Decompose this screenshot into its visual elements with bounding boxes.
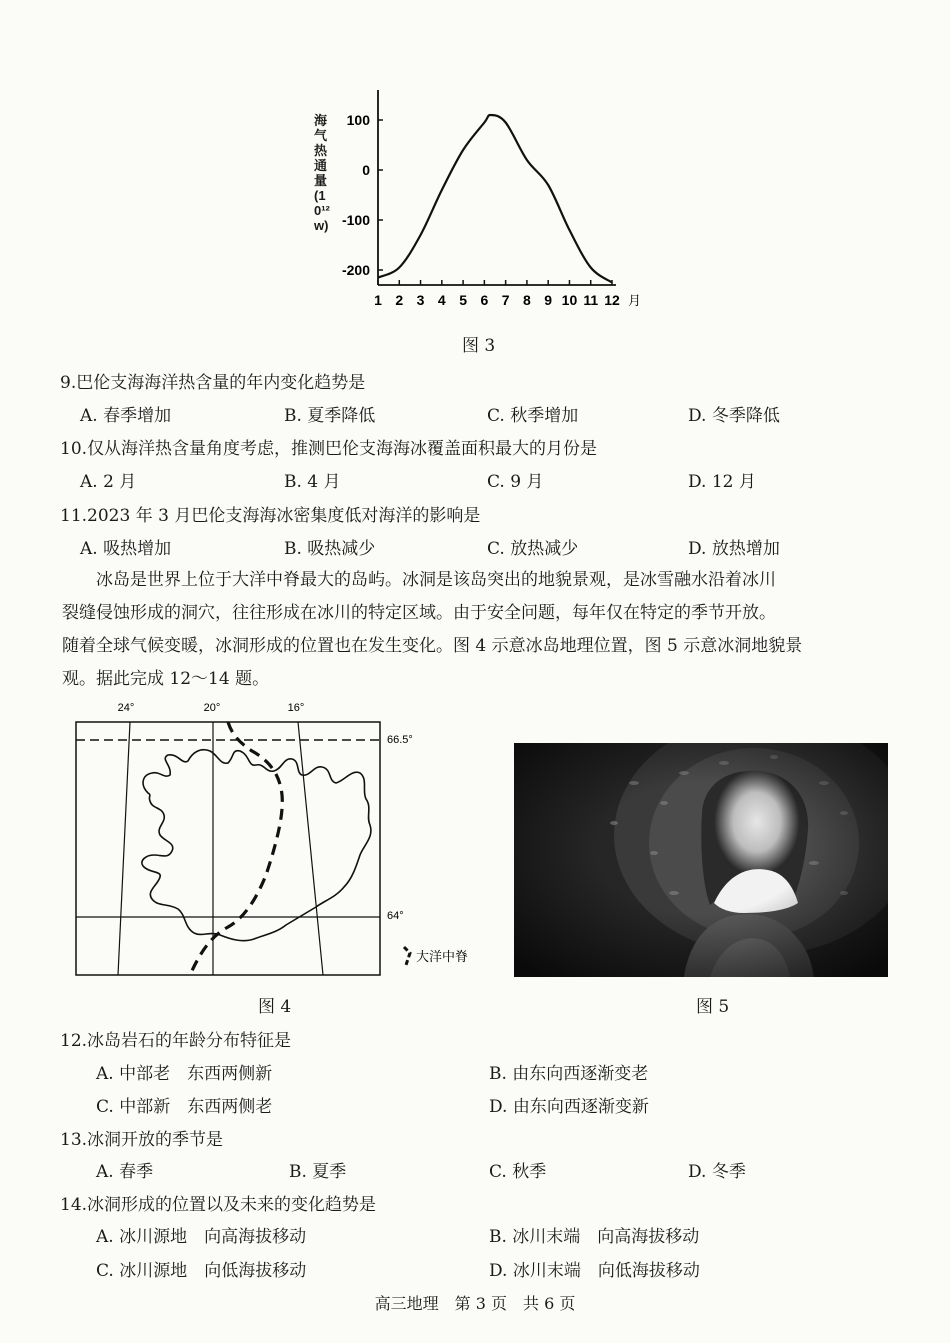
page-footer: 高三地理 第 3 页 共 6 页 [374,1294,576,1313]
question-11-option-d: D. 放热增加 [688,539,780,559]
x-tick-label: 1 [374,292,382,308]
lon-label: 16° [287,702,305,714]
heat-flux-chart [300,85,660,325]
question-12-option-d: D. 由东向西逐渐变新 [489,1097,649,1117]
question-9-stem: 9.巴伦支海海洋热含量的年内变化趋势是 [60,373,366,393]
figure-4-caption: 图 4 [258,997,292,1017]
figure-3-caption: 图 3 [462,336,496,356]
y-tick-label: 100 [346,112,370,128]
question-9-option-b: B. 夏季降低 [284,406,376,426]
question-12-option-b: B. 由东向西逐渐变老 [489,1064,649,1084]
passage-line: 随着全球气候变暖，冰洞形成的位置也在发生变化。图 4 示意冰岛地理位置，图 5 示意冰洞地貌景 [62,636,803,656]
lon-label: 20° [203,702,221,714]
question-13-option-d: D. 冬季 [688,1162,746,1182]
x-tick-label: 10 [561,292,578,308]
x-tick-label: 5 [459,292,467,308]
meridian-24 [118,722,130,975]
question-9-option-d: D. 冬季降低 [688,406,780,426]
passage-line: 观。据此完成 12～14 题。 [62,669,270,689]
question-10-option-a: A. 2 月 [80,472,137,492]
question-10-option-d: D. 12 月 [688,472,756,492]
lon-label: 24° [117,702,135,714]
question-12-option-a: A. 中部老 东西两侧新 [96,1064,273,1084]
y-tick-label: -100 [341,212,370,228]
iceland-map [60,695,480,985]
x-unit-label: 月 [628,293,642,308]
question-13-option-b: B. 夏季 [289,1162,347,1182]
question-12-option-c: C. 中部新 东西两侧老 [96,1097,273,1117]
x-tick-label: 2 [395,292,404,308]
lat-label: 64° [387,910,404,922]
question-9-option-a: A. 春季增加 [80,406,172,426]
heat-flux-line [378,115,612,283]
x-tick-label: 4 [437,292,446,308]
x-tick-label: 9 [544,292,553,308]
question-14-option-d: D. 冰川末端 向低海拔移动 [489,1261,700,1281]
chart-ylabel: 海气热通量(10¹²w) [314,113,330,233]
figure-5-ice-cave-photo [514,743,888,977]
question-13-option-a: A. 春季 [96,1162,154,1182]
question-14-option-b: B. 冰川末端 向高海拔移动 [489,1227,700,1247]
question-11-option-b: B. 吸热减少 [284,539,376,559]
passage-line: 冰岛是世界上位于大洋中脊最大的岛屿。冰洞是该岛突出的地貌景观，是冰雪融水沿着冰川 [96,570,776,590]
y-tick-label: 0 [362,162,370,178]
question-12-stem: 12.冰岛岩石的年龄分布特征是 [60,1031,292,1051]
iceland-outline [142,750,371,941]
question-14-option-a: A. 冰川源地 向高海拔移动 [96,1227,307,1247]
question-14-option-c: C. 冰川源地 向低海拔移动 [96,1261,307,1281]
question-10-stem: 10.仅从海洋热含量角度考虑，推测巴伦支海海冰覆盖面积最大的月份是 [60,439,598,459]
meridian-16 [298,722,323,975]
question-10-option-b: B. 4 月 [284,472,341,492]
question-11-stem: 11.2023 年 3 月巴伦支海海冰密集度低对海洋的影响是 [60,506,481,526]
figure-4 [60,695,480,985]
x-tick-label: 11 [583,292,599,308]
figure-3 [300,85,660,325]
x-tick-label: 8 [523,292,531,308]
question-13-option-c: C. 秋季 [489,1162,547,1182]
legend-ridge-symbol [404,947,410,965]
passage [62,564,894,696]
x-tick-label: 12 [604,292,620,308]
x-tick-label: 6 [480,292,489,308]
question-9-option-c: C. 秋季增加 [487,406,579,426]
question-13-stem: 13.冰洞开放的季节是 [60,1130,224,1150]
x-tick-label: 7 [501,292,510,308]
question-11-option-c: C. 放热减少 [487,539,579,559]
passage-line: 裂缝侵蚀形成的洞穴，往往形成在冰川的特定区域。由于安全问题，每年仅在特定的季节开放。 [62,603,776,623]
x-tick-label: 3 [416,292,425,308]
question-10-option-c: C. 9 月 [487,472,544,492]
legend-label: 大洋中脊 [416,949,469,964]
mid-ocean-ridge [190,722,282,975]
y-tick-label: -200 [341,262,370,278]
question-11-option-a: A. 吸热增加 [80,539,172,559]
lat-label: 66.5° [387,734,413,746]
question-14-stem: 14.冰洞形成的位置以及未来的变化趋势是 [60,1195,377,1215]
figure-5-caption: 图 5 [696,997,730,1017]
